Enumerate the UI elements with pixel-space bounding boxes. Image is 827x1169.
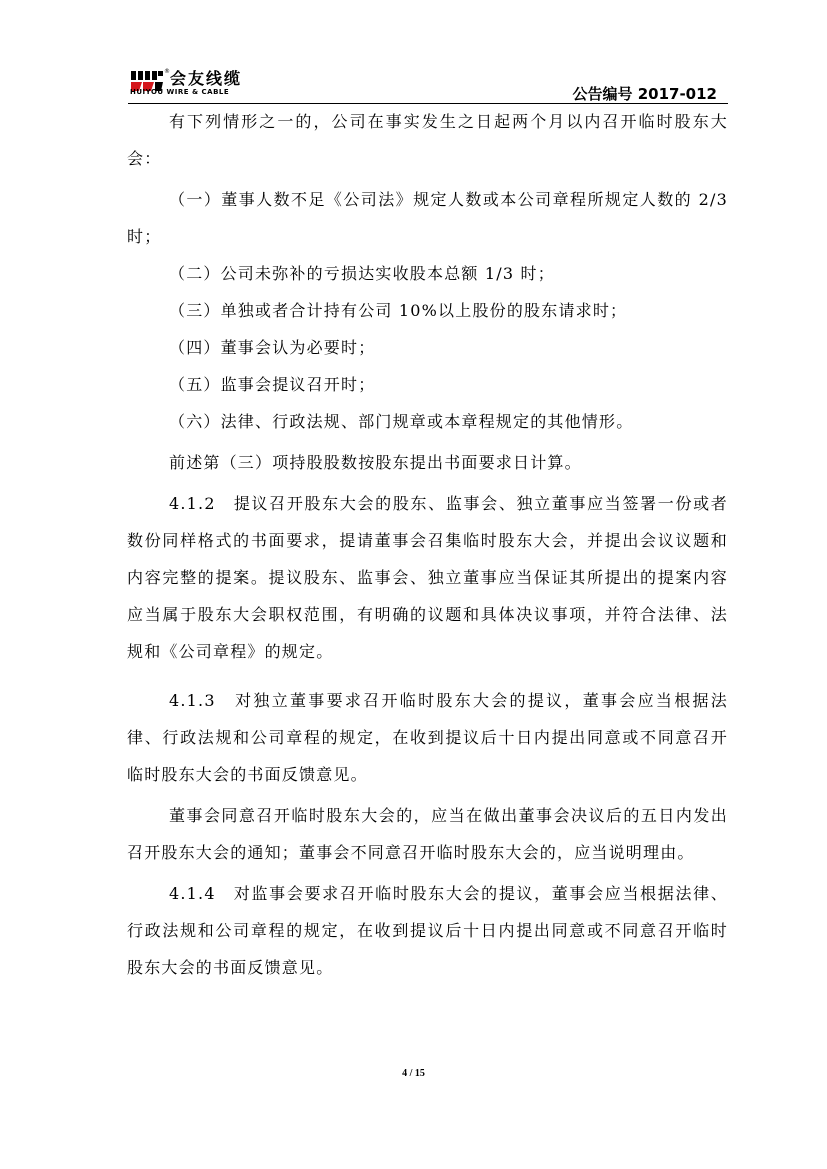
paragraph: 前述第（三）项持股股数按股东提出书面要求日计算。 xyxy=(169,453,582,472)
registered-mark: ® xyxy=(164,68,170,75)
paragraph: 有下列情形之一的，公司在事实发生之日起两个月以内召开临时股东大会： xyxy=(127,112,728,168)
list-item: （五）监事会提议召开时； xyxy=(169,375,376,394)
page-number: 4 / 15 xyxy=(402,1068,425,1079)
clause-4-1-2: 4.1.2 提议召开股东大会的股东、监事会、独立董事应当签署一份或者数份同样格式的书面要求，提请董事会召集临时股东大会，并提出会议议题和内容完整的提案。提议股东、监事会、独立董事应当保证其所提出的提案内容应当属于股东大会职权范围，有明确的议题和具体决议事项，并符合法律、法规和《公司章程》的规定。 xyxy=(127,494,728,661)
list-item: （六）法律、行政法规、部门规章或本章程规定的其他情形。 xyxy=(169,412,634,431)
logo-brand-en: HUIYOU WIRE & CABLE xyxy=(130,88,230,96)
list-item: （四）董事会认为必要时； xyxy=(169,338,376,357)
list-item: （三）单独或者合计持有公司 10%以上股份的股东请求时； xyxy=(169,301,628,320)
paragraph: 董事会同意召开临时股东大会的，应当在做出董事会决议后的五日内发出召开股东大会的通知；董事会不同意召开临时股东大会的，应当说明理由。 xyxy=(127,806,728,862)
list-item: （二）公司未弥补的亏损达实收股本总额 1/3 时； xyxy=(169,264,555,283)
list-item: （一）董事人数不足《公司法》规定人数或本公司章程所规定人数的 2/3 时； xyxy=(127,190,728,246)
logo-brand-cn: 会友线缆 xyxy=(170,69,243,88)
clause-4-1-3: 4.1.3 对独立董事要求召开临时股东大会的提议，董事会应当根据法律、行政法规和公司章程的规定，在收到提议后十日内提出同意或不同意召开临时股东大会的书面反馈意见。 xyxy=(127,691,728,784)
document-body xyxy=(127,103,728,986)
company-logo xyxy=(130,64,280,98)
notice-number: 公告编号 2017-012 xyxy=(572,85,717,103)
clause-4-1-4: 4.1.4 对监事会要求召开临时股东大会的提议，董事会应当根据法律、行政法规和公司章程的规定，在收到提议后十日内提出同意或不同意召开临时股东大会的书面反馈意见。 xyxy=(127,884,728,977)
